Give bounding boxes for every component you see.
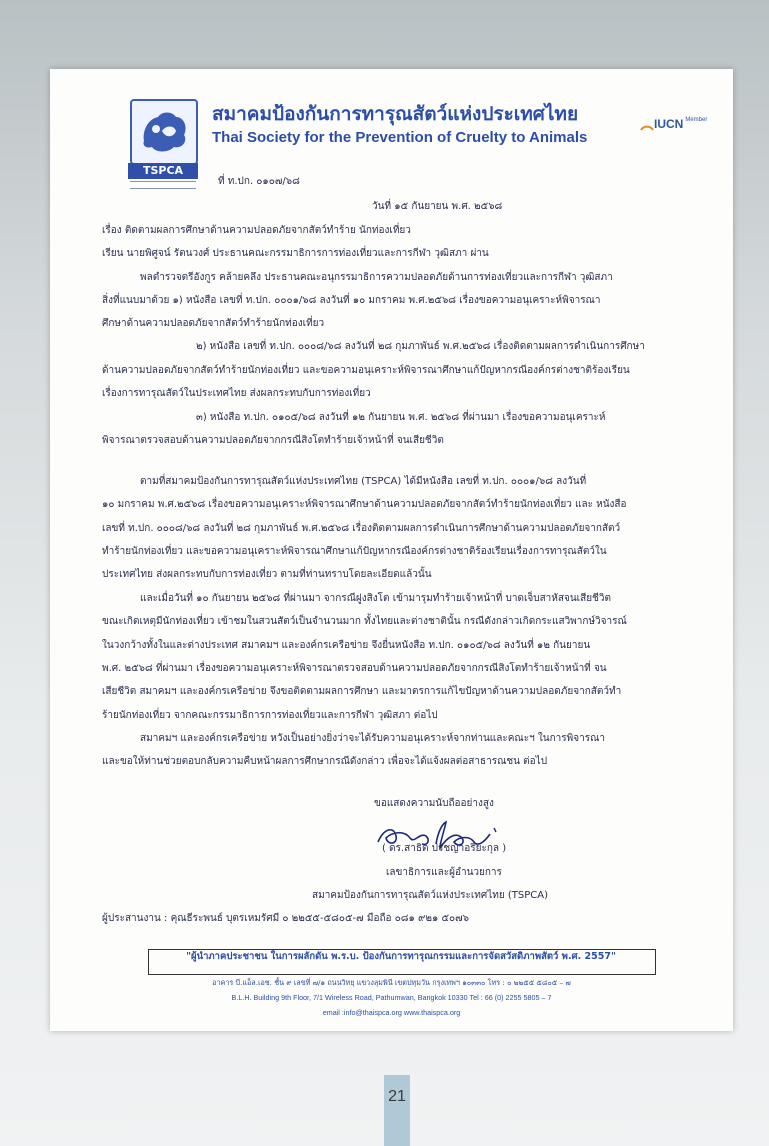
letter-page — [50, 69, 733, 1031]
enclosure-3-line-1: ๓) หนังสือ ท.ปก. ๐๑๐๕/๖๘ ลงวันที่ ๑๒ กันยายน พ.ศ. ๒๕๖๘ ที่ผ่านมา เรื่องขอความอนุเคราะห์ — [196, 412, 606, 423]
paragraph-1-line-3: เลขที่ ท.ปก. ๐๐๐๘/๖๘ ลงวันที่ ๒๘ กุมภาพันธ์ พ.ศ.๒๕๖๘ เรื่องติดตามผลการดำเนินการศึกษาด้านความปลอดภัยจากสัตว์ — [102, 523, 621, 534]
enclosure-1-line-2: ศึกษาด้านความปลอดภัยจากสัตว์ทำร้ายนักท่องเที่ยว — [102, 318, 325, 329]
paragraph-3-line-2: และขอให้ท่านช่วยตอบกลับความคืบหน้าผลการศึกษากรณีดังกล่าว เพื่อจะได้แจ้งผลต่อสาธารณชน ต่อไป — [102, 756, 548, 767]
signer-title: เลขาธิการและผู้อำนวยการ — [386, 867, 502, 878]
paragraph-1-line-1: ตามที่สมาคมป้องกันการทารุณสัตว์แห่งประเทศไทย (TSPCA) ได้มีหนังสือ เลขที่ ท.ปก. ๐๐๐๑/๖๘ ลงวันที่ — [140, 476, 587, 487]
footer-email-website: email :info@thaispca.org www.thaispca.org — [322, 1008, 461, 1017]
enclosure-2-line-1: ๒) หนังสือ เลขที่ ท.ปก. ๐๐๐๘/๖๘ ลงวันที่ ๒๘ กุมภาพันธ์ พ.ศ.๒๕๖๘ เรื่องติดตามผลการดำเนินการศึกษา — [196, 341, 645, 352]
signer-name: ( ดร.สาธิต ปรัชญาอริยะกุล ) — [382, 843, 507, 854]
page-number-tab — [384, 1075, 410, 1146]
iucn-member-logo — [640, 117, 707, 131]
org-name-thai: สมาคมป้องกันการทารุณสัตว์แห่งประเทศไทย — [212, 103, 579, 125]
logo-underline — [130, 181, 196, 189]
iucn-label: IUCN — [654, 117, 684, 131]
footer-address-english: B.L.H. Building 9th Floor, 7/1 Wireless Road, Pathumwan, Bangkok 10330 Tel : 66 (0) 2255 5805 – 7 — [231, 993, 552, 1002]
paragraph-2-line-5: เสียชีวิต สมาคมฯ และองค์กรเครือข่าย จึงขอติดตามผลการศึกษา และมาตรการแก้ไขปัญหาด้านความปลอดภัยจากสัตว์ทำ — [102, 686, 622, 697]
paragraph-2-line-1: และเมื่อวันที่ ๑๐ กันยายน ๒๕๖๘ ที่ผ่านมา จากรณีฝูงสิงโต เข้ามารุมทำร้ายเจ้าหน้าที่ บาดเจ็บสาหัสจนเสียชีวิต — [140, 593, 611, 604]
paragraph-2-line-2: ขณะเกิดเหตุมีนักท่องเที่ยว เข้าชมในสวนสัตว์เป็นจำนวนมาก ทั้งไทยและต่างชาตินั้น กรณีดังกล่าวเกิดกระแสวิพากษ์วิจารณ์ — [102, 616, 627, 627]
subject-line: เรื่อง ติดตามผลการศึกษาด้านความปลอดภัยจากสัตว์ทำร้าย นักท่องเที่ยว — [102, 225, 411, 236]
letter-date: วันที่ ๑๕ กันยายน พ.ศ. ๒๕๖๘ — [372, 201, 503, 212]
logo-tspca-label: TSPCA — [128, 163, 198, 179]
signer-organization: สมาคมป้องกันการทารุณสัตว์แห่งประเทศไทย (TSPCA) — [312, 890, 548, 901]
paragraph-3-line-1: สมาคมฯ และองค์กรเครือข่าย หวังเป็นอย่างยิ่งว่าจะได้รับความอนุเคราะห์จากท่านและคณะฯ ในการพิจารณา — [140, 733, 605, 744]
coordinator-line: ผู้ประสานงาน : คุณธีระพนธ์ บุตรเหมรัศมี ๐ ๒๒๕๕-๕๘๐๕-๗ มือถือ ๐๘๑ ๙๒๑ ๕๐๗๖ — [102, 913, 470, 924]
reference-number: ที่ ท.ปก. ๐๑๐๗/๖๘ — [218, 176, 300, 187]
recipient-line: เรียน นายพิศูจน์ รัตนวงศ์ ประธานคณะกรรมาธิการการท่องเที่ยวและการกีฬา วุฒิสภา ผ่าน — [102, 248, 489, 259]
paragraph-1-line-4: ทำร้ายนักท่องเที่ยว และขอความอนุเคราะห์พิจารณาศึกษาแก้ปัญหากรณีองค์กรต่างชาติร้องเรียนเรื่องการทารุณสัตว์ใน — [102, 546, 607, 557]
footer-address-thai: อาคาร บี.แอ็ล.เอช. ชั้น ๙ เลขที่ ๗/๑ ถนนวิทยุ แขวงลุมพินี เขตปทุมวัน กรุงเทพฯ ๑๐๓๓๐ โทร : ๐ ๒๒๕๕ ๕๘๐๕ – ๗ — [212, 978, 571, 987]
via-line: พลตำรวจตรีอังกูร คล้ายคลึง ประธานคณะอนุกรรมาธิการความปลอดภัยด้านการท่องเที่ยวและการกีฬา วุฒิสภา — [140, 272, 613, 283]
paragraph-2-line-4: พ.ศ. ๒๕๖๘ ที่ผ่านมา เรื่องขอความอนุเคราะห์พิจารณาตรวจสอบด้านความปลอดภัยจากกรณีสิงโตทำร้ายเจ้าหน้าที่ จน — [102, 663, 607, 674]
org-name-english: Thai Society for the Prevention of Cruelty to Animals — [212, 129, 588, 146]
footer-quote: "ผู้นำภาคประชาชน ในการผลักดัน พ.ร.บ. ป้องกันการทารุณกรรมและการจัดสวัสดิภาพสัตว์ พ.ศ. 2557" — [186, 951, 616, 962]
enclosure-1-line-1: สิ่งที่แนบมาด้วย ๑) หนังสือ เลขที่ ท.ปก. ๐๐๐๑/๖๘ ลงวันที่ ๑๐ มกราคม พ.ศ.๒๕๖๘ เรื่องขอความอนุเคราะห์พิจารณา — [102, 295, 601, 306]
closing-line: ขอแสดงความนับถืออย่างสูง — [374, 798, 494, 809]
iucn-member-label: Member — [685, 117, 708, 123]
enclosure-2-line-2: ด้านความปลอดภัยจากสัตว์ทำร้ายนักท่องเที่ยว และขอความอนุเคราะห์พิจารณาศึกษาแก้ปัญหากรณีองค์กรต่างชาติร้องเรียน — [102, 365, 630, 376]
tspca-logo — [130, 99, 198, 165]
animals-silhouette-icon — [132, 101, 196, 163]
paragraph-1-line-2: ๑๐ มกราคม พ.ศ.๒๕๖๘ เรื่องขอความอนุเคราะห์พิจารณาศึกษาด้านความปลอดภัยจากสัตว์ทำร้ายนักท่องเที่ยว และ หนังสือ — [102, 499, 627, 510]
enclosure-2-line-3: เรื่องการทารุณสัตว์ในประเทศไทย ส่งผลกระทบกับการท่องเที่ยว — [102, 388, 371, 399]
enclosure-3-line-2: พิจารณาตรวจสอบด้านความปลอดภัยจากกรณีสิงโตทำร้ายเจ้าหน้าที่ จนเสียชีวิต — [102, 435, 444, 446]
paragraph-2-line-6: ร้ายนักท่องเที่ยว จากคณะกรรมาธิการการท่องเที่ยวและการกีฬา วุฒิสภา ต่อไป — [102, 710, 438, 721]
paragraph-1-line-5: ประเทศไทย ส่งผลกระทบกับการท่องเที่ยว ตามที่ท่านทราบโดยละเอียดแล้วนั้น — [102, 569, 432, 580]
iucn-arc-icon — [640, 119, 654, 131]
page-number: 21 — [388, 1088, 406, 1105]
paragraph-2-line-3: ในวงกว้างทั้งในและต่างประเทศ สมาคมฯ และองค์กรเครือข่าย จึงยื่นหนังสือ ท.ปก. ๐๑๐๕/๖๘ ลงวันที่ ๑๒ กันยายน — [102, 640, 591, 651]
